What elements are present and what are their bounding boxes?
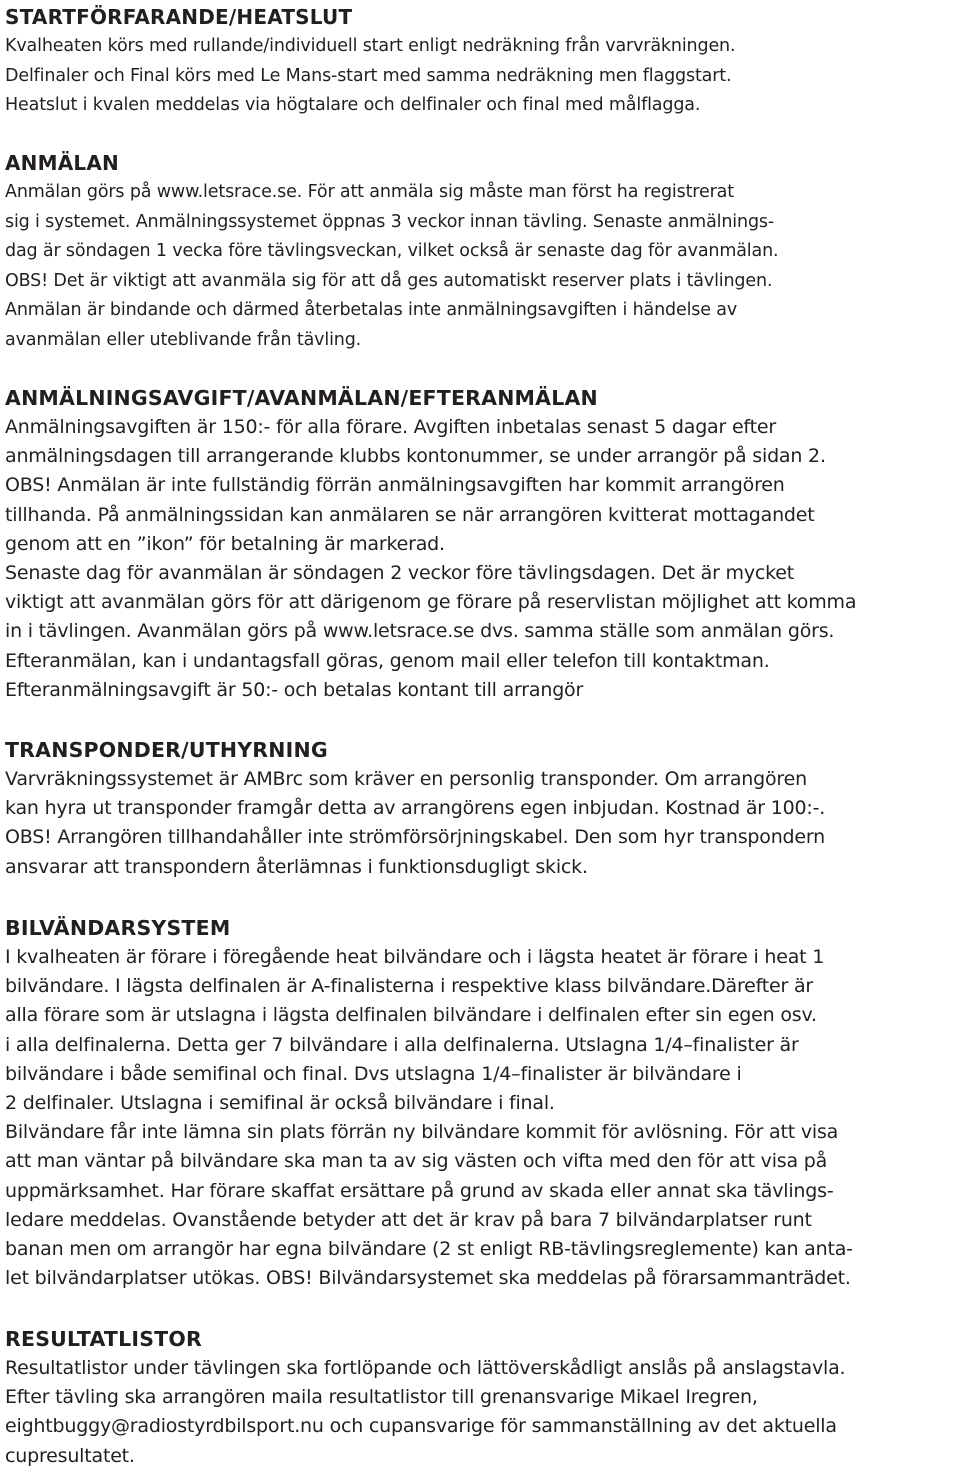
section-startforfarande [5,2,955,121]
section-heading: TRANSPONDER/UTHYRNING [5,738,328,762]
body-line: Efteranmälningsavgift är 50:- och betalas kontant till arrangör [5,678,584,701]
body-line: I kvalheaten är förare i föregående heat bilvändare och i lägsta heatet är förare i heat 1 [5,946,825,968]
section-heading: BILVÄNDARSYSTEM [5,916,231,940]
body-line: alla förare som är utslagna i lägsta delfinalen bilvändare i delfinalen efter sin egen osv. [5,1004,817,1027]
body-line: Anmälan görs på www.letsrace.se. För att anmäla sig måste man först ha registrerat [5,182,734,202]
body-line: Efter tävling ska arrangören maila resultatlistor till grenansvarige Mikael Iregren, [5,1386,758,1409]
body-line: dag är söndagen 1 vecka före tävlingsveckan, vilket också är senaste dag för avanmälan. [5,241,779,261]
body-line: kan hyra ut transponder framgår detta av arrangörens egen inbjudan. Kostnad är 100:-. [5,797,826,820]
body-line: Resultatlistor under tävlingen ska fortlöpande och lättöverskådligt anslås på anslagstavla. [5,1357,846,1379]
section-resultatlistor [5,1324,955,1471]
body-line: Varvräkningssystemet är AMBrc som kräver en personlig transponder. Om arrangören [5,768,807,790]
body-line: Senaste dag för avanmälan är söndagen 2 veckor före tävlingsdagen. Det är mycket [5,562,794,585]
body-line: bilvändare. I lägsta delfinalen är A-finalisterna i respektive klass bilvändare.Därefter är [5,975,814,998]
body-line: Delfinaler och Final körs med Le Mans-start med samma nedräkning men flaggstart. [5,65,732,86]
body-line: Anmälan är bindande och därmed återbetalas inte anmälningsavgiften i händelse av [5,300,738,320]
body-line: genom att en ”ikon” för betalning är markerad. [5,532,445,555]
body-line: in i tävlingen. Avanmälan görs på www.letsrace.se dvs. samma ställe som anmälan görs. [5,620,835,643]
body-line: tillhanda. På anmälningssidan kan anmälaren se när arrangören kvitterat mottagandet [5,503,815,526]
body-line: OBS! Anmälan är inte fullständig förrän anmälningsavgiften har kommit arrangören [5,474,785,497]
body-line: banan men om arrangör har egna bilvändare (2 st enligt RB-tävlingsreglemente) kan anta- [5,1238,853,1261]
section-anmalningsavgift [5,383,955,705]
section-heading: STARTFÖRFARANDE/HEATSLUT [5,5,353,29]
body-line: anmälningsdagen till arrangerande klubbs kontonummer, se under arrangör på sidan 2. [5,445,826,468]
section-anmalan [5,148,955,355]
body-line: viktigt att avanmälan görs för att därigenom ge förare på reservlistan möjlighet att komma [5,591,857,614]
body-line: OBS! Arrangören tillhandahåller inte strömförsörjningskabel. Den som hyr transpondern [5,826,826,849]
body-line: ledare meddelas. Ovanstående betyder att det är krav på bara 7 bilvändarplatser runt [5,1208,812,1231]
section-bilvandarsystem [5,913,955,1293]
body-line: Kvalheaten körs med rullande/individuell start enligt nedräkning från varvräkningen. [5,36,736,56]
body-line: Heatslut i kvalen meddelas via högtalare och delfinaler och final med målflagga. [5,95,701,115]
body-line: eightbuggy@radiostyrdbilsport.nu och cupansvarige för sammanställning av det aktuella [5,1415,837,1438]
body-line: 2 delfinaler. Utslagna i semifinal är också bilvändare i final. [5,1092,555,1115]
body-line: cupresultatet. [5,1444,135,1467]
section-heading: ANMÄLAN [5,151,119,175]
body-line: OBS! Det är viktigt att avanmäla sig för att då ges automatiskt reserver plats i tävlingen. [5,270,773,291]
section-heading: ANMÄLNINGSAVGIFT/AVANMÄLAN/EFTERANMÄLAN [5,386,598,410]
section-heading: RESULTATLISTOR [5,1327,202,1351]
body-line: uppmärksamhet. Har förare skaffat ersättare på grund av skada eller annat ska tävlings- [5,1179,834,1202]
body-line: avanmälan eller uteblivande från tävling. [5,329,362,350]
body-line: Anmälningsavgiften är 150:- för alla förare. Avgiften inbetalas senast 5 dagar efter [5,416,776,438]
body-line: i alla delfinalerna. Detta ger 7 bilvändare i alla delfinalerna. Utslagna 1/4–finalister är [5,1033,799,1056]
body-line: sig i systemet. Anmälningssystemet öppnas 3 veckor innan tävling. Senaste anmälnings- [5,211,775,232]
body-line: Efteranmälan, kan i undantagsfall göras, genom mail eller telefon till kontaktman. [5,649,770,672]
section-transponder [5,735,955,882]
body-line: ansvarar att transpondern återlämnas i funktionsdugligt skick. [5,855,588,878]
body-line: bilvändare i både semifinal och final. Dvs utslagna 1/4–finalister är bilvändare i [5,1062,742,1085]
body-line: let bilvändarplatser utökas. OBS! Bilvändarsystemet ska meddelas på förarsammanträdet. [5,1267,851,1290]
body-line: Bilvändare får inte lämna sin plats förrän ny bilvändare kommit för avlösning. För att visa [5,1121,839,1144]
body-line: att man väntar på bilvändare ska man ta av sig västen och vifta med den för att visa på [5,1150,828,1173]
